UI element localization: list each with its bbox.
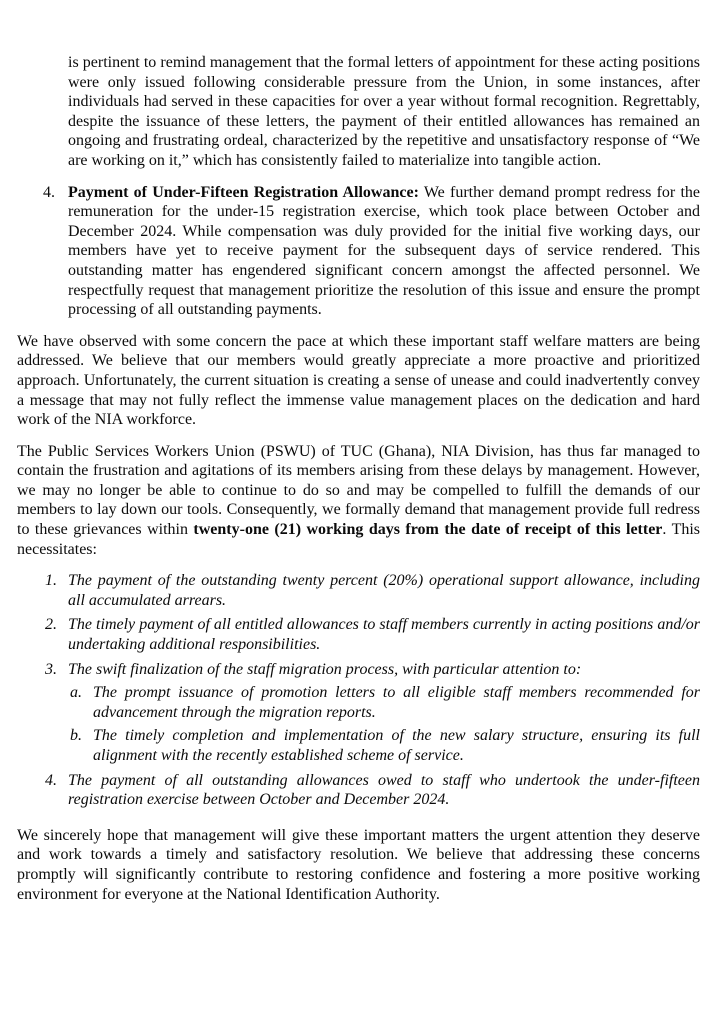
- continuation-paragraph-text: is pertinent to remind management that the formal letters of appointment for these acting positions were only issued following considerable pressure from the Union, in some instances, after individuals had served in these capacities for over a year without formal recognition. Regrettably, despite the issuance of these letters, the payment of their entitled allowances has remained an ongoing and frustrating ordeal, characterized by the repetitive and unsatisfactory response of “We are working on it,” which has consistently failed to materialize into tangible action.: [68, 54, 700, 169]
- sub-demand-letter: a.: [70, 684, 82, 702]
- demand-number: 1.: [45, 572, 57, 590]
- demand-item-3: [45, 660, 700, 766]
- sub-demand-b: [70, 726, 700, 765]
- demand-item-2: [45, 615, 700, 654]
- paragraph-union-before: The Public Services Workers Union (PSWU) of TUC (Ghana), NIA Division, has thus far managed to contain the frustration and agitations of its members arising from these delays by management. However, we may no longer be able to continue to do so and may be compelled to fulfill the demands of our members to lay down our tools. Consequently, we formally demand that management provide full redress to these grievances within: [17, 442, 700, 539]
- demand-number: 4.: [45, 771, 57, 789]
- paragraph-observed: [17, 332, 700, 430]
- continuation-paragraph: [68, 53, 700, 171]
- item-number: 4.: [43, 183, 55, 201]
- item-body: We further demand prompt redress for the remuneration for the under-15 registration exercise, which took place between October and December 2024. While compensation was duly provided for the initial five working days, our members have yet to receive payment for the subsequent days of service rendered. This outstanding matter has engendered significant concern amongst the affected personnel. We respectfully request that management prioritize the resolution of this issue and ensure the prompt processing of all outstanding payments.: [68, 183, 701, 319]
- demand-number: 3.: [45, 660, 57, 678]
- demand-text: The payment of the outstanding twenty percent (20%) operational support allowance, including all accumulated arrears.: [68, 572, 700, 609]
- paragraph-union-demand: [17, 442, 700, 560]
- paragraph-observed-text: We have observed with some concern the pace at which these important staff welfare matters are being addressed. We believe that our members would greatly appreciate a more proactive and prioritized approach. Unfortunately, the current situation is creating a sense of unease and could inadvertently convey a message that may not fully reflect the immense value management places on the dedication and hard work of the NIA workforce.: [17, 332, 700, 429]
- demand-text: The swift finalization of the staff migration process, with particular attention to:: [68, 660, 582, 678]
- sub-demand-a: [70, 683, 700, 722]
- closing-paragraph-text: We sincerely hope that management will give these important matters the urgent attention they deserve and work towards a timely and satisfactory resolution. We believe that addressing these concerns promptly will significantly contribute to restoring confidence and fostering a more positive working environment for everyone at the National Identification Authority.: [17, 826, 700, 903]
- numbered-demand-item-4: [43, 183, 701, 320]
- paragraph-union-after: . This necessitates:: [17, 521, 701, 558]
- paragraph-union-deadline: twenty-one (21) working days from the date of receipt of this letter: [193, 521, 663, 539]
- demands-list: [17, 571, 700, 810]
- sub-demand-text: The prompt issuance of promotion letters to all eligible staff members recommended for advancement through the migration reports.: [93, 684, 700, 721]
- demand-number: 2.: [45, 616, 57, 634]
- demand-text: The payment of all outstanding allowances owed to staff who undertook the under-fifteen registration exercise between October and December 2024.: [68, 771, 700, 809]
- demand-text: The timely payment of all entitled allowances to staff members currently in acting positions and/or undertaking additional responsibilities.: [68, 616, 700, 654]
- sub-demand-text: The timely completion and implementation of the new salary structure, ensuring its full alignment with the recently established scheme of service.: [93, 727, 700, 764]
- closing-paragraph: [17, 826, 700, 904]
- demand-item-1: [45, 571, 700, 610]
- item-title: Payment of Under-Fifteen Registration Allowance:: [68, 183, 419, 201]
- sub-demand-letter: b.: [70, 727, 82, 745]
- demand-item-4: [45, 771, 700, 810]
